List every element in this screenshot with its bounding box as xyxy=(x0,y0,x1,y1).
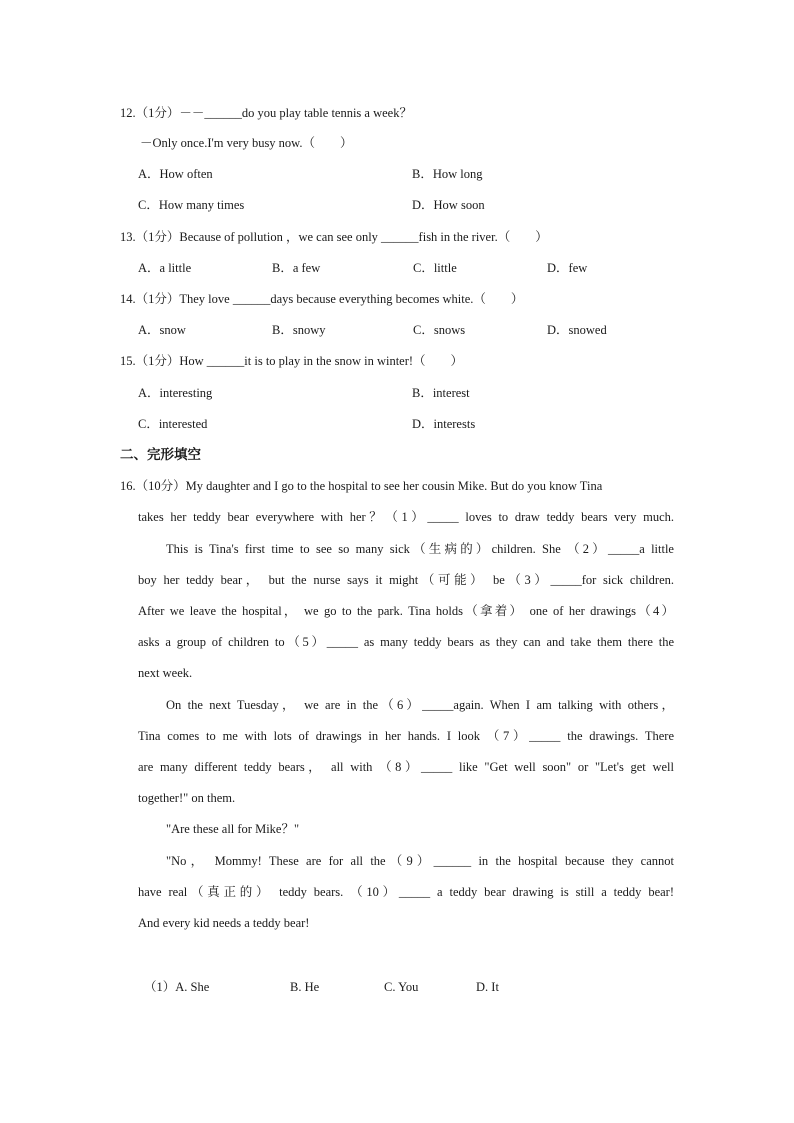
section-title-cloze: 二、完形填空 xyxy=(120,447,201,462)
q14-stem: 14.（1分）They love ______days because everything becomes white.（ ） xyxy=(120,292,524,306)
q16-line: "No， Mommy! These are for all the（9）______ in the hospital because they cannot xyxy=(166,854,674,868)
q13-option-d[interactable]: D．few xyxy=(547,261,588,275)
q16-blank1-option-b[interactable]: B. He xyxy=(290,980,320,994)
q14-option-a[interactable]: A．snow xyxy=(138,323,186,337)
q15-stem: 15.（1分）How ______it is to play in the snow in winter!（ ） xyxy=(120,354,464,368)
q16-line: This is Tina's first time to see so many sick（生病的）children. She （2）_____a little xyxy=(166,542,674,556)
q16-line: 16.（10分）My daughter and I go to the hospital to see her cousin Mike. But do you know Tina xyxy=(120,479,603,493)
q16-line: are many different teddy bears， all with （8）_____ like "Get well soon" or "Let's get well xyxy=(138,760,674,774)
q16-line: next week. xyxy=(138,666,193,680)
q16-line: "Are these all for Mike？" xyxy=(166,822,300,836)
q15-option-a[interactable]: A．interesting xyxy=(138,386,213,400)
q15-option-b[interactable]: B．interest xyxy=(412,386,470,400)
q12-option-c[interactable]: C．How many times xyxy=(138,198,245,212)
q15-option-d[interactable]: D．interests xyxy=(412,417,476,431)
q14-option-d[interactable]: D．snowed xyxy=(547,323,607,337)
q13-option-a[interactable]: A．a little xyxy=(138,261,192,275)
q16-line: And every kid needs a teddy bear! xyxy=(138,916,310,930)
q16-blank1-option-c[interactable]: C. You xyxy=(384,980,419,994)
q13-option-c[interactable]: C．little xyxy=(413,261,457,275)
q14-option-b[interactable]: B．snowy xyxy=(272,323,326,337)
q16-line: Tina comes to me with lots of drawings in her hands. I look （7）_____ the drawings. There xyxy=(138,729,674,743)
q12-option-a[interactable]: A．How often xyxy=(138,167,213,181)
q12-option-d[interactable]: D．How soon xyxy=(412,198,485,212)
q16-line: boy her teddy bear， but the nurse says it might（可能） be（3）_____for sick children. xyxy=(138,573,674,587)
q16-line: takes her teddy bear everywhere with her？（1）_____ loves to draw teddy bears very much. xyxy=(138,510,674,524)
q15-option-c[interactable]: C．interested xyxy=(138,417,208,431)
q12-stem: 12.（1分）－－______do you play table tennis a week？ xyxy=(120,106,412,120)
q12-option-b[interactable]: B．How long xyxy=(412,167,483,181)
q16-line: On the next Tuesday， we are in the（6）_____again. When I am talking with others， xyxy=(166,698,674,712)
q16-line: After we leave the hospital， we go to the park. Tina holds（拿着） one of her drawings（4） xyxy=(138,604,674,618)
q12-response: －Only once.I'm very busy now.（ ） xyxy=(140,136,353,150)
q13-option-b[interactable]: B．a few xyxy=(272,261,321,275)
q16-blank1-option-d[interactable]: D. It xyxy=(476,980,499,994)
q16-line: together!" on them. xyxy=(138,791,236,805)
q14-option-c[interactable]: C．snows xyxy=(413,323,466,337)
q13-stem: 13.（1分）Because of pollution ，we can see only ______fish in the river.（ ） xyxy=(120,230,548,244)
q16-line: asks a group of children to（5）_____ as many teddy bears as they can and take them there the xyxy=(138,635,674,649)
q16-line: have real（真正的） teddy bears. （10）_____ a teddy bear drawing is still a teddy bear! xyxy=(138,885,674,899)
q16-blank1-option-a[interactable]: （1）A. She xyxy=(144,980,210,994)
